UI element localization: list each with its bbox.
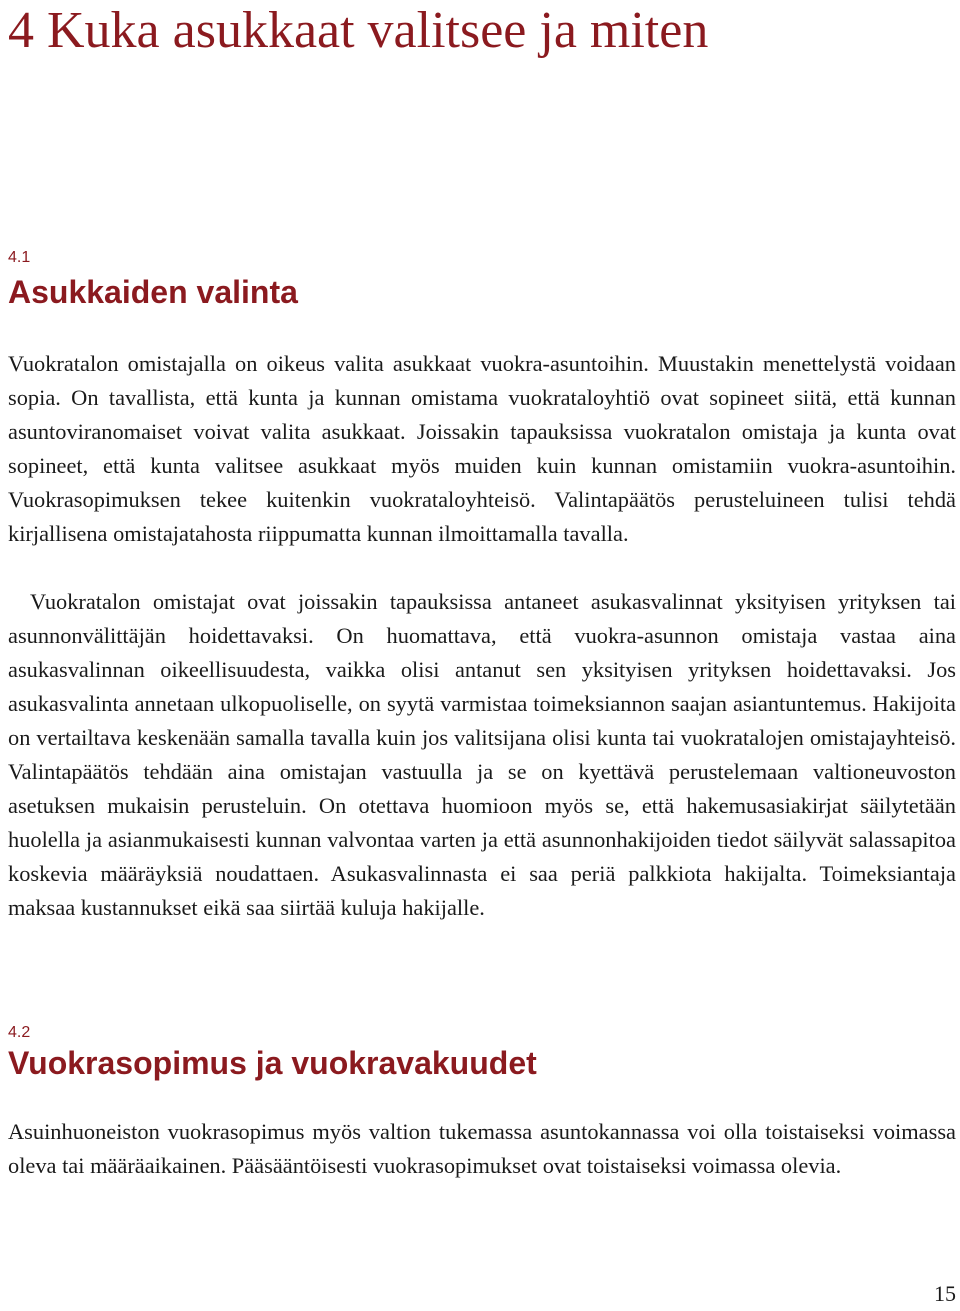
paragraph-asukkaiden-valinta-2: Vuokratalon omistajat ovat joissakin tapauksissa antaneet asukasvalinnat yksityisen yrityksen tai asunnonvälittäjän hoidettavaksi. On huomattava, että vuokra-asunnon omistaja vastaa aina asukasvalinnan oikeellisuudesta, vaikka olisi antanut sen yksityisen yrityksen hoidettavaksi. Jos asukasvalinta annetaan ulkopuoliselle, on syytä varmistaa toimeksiannon saajan asiantuntemus. Hakijoita on vertailtava keskenään samalla tavalla kuin jos valitsijana olisi kunta tai vuokratalojen omistajayhteisö. Valintapäätös tehdään aina omistajan vastuulla ja se on kyettävä perustelemaan valtioneuvoston asetuksen mukaisin perusteluin. On otettava huomioon myös se, että hakemusasiakirjat säilytetään huolella ja asianmukaisesti kunnan valvontaa varten ja että asunnonhakijoiden tiedot säilyvät salassapitoa koskevia määräyksiä noudattaen. Asukasvalinnasta ei saa periä palkkiota hakijalta. Toimeksiantaja maksaa kustannukset eikä saa siirtää kuluja hakijalle.: [8, 589, 956, 920]
chapter-title: 4 Kuka asukkaat valitsee ja miten: [8, 2, 709, 59]
page-number: 15: [934, 1281, 956, 1306]
section-title-asukkaiden-valinta: Asukkaiden valinta: [8, 274, 298, 310]
section-number-4-1: 4.1: [8, 249, 31, 266]
paragraph-asukkaiden-valinta-1: Vuokratalon omistajalla on oikeus valita asukkaat vuokra-asuntoihin. Muustakin menettelystä voidaan sopia. On tavallista, että kunta ja kunnan omistama vuokrataloyhtiö ovat sopineet siitä, että kunnan asuntoviranomaiset voivat valita asukkaat. Joissakin tapauksissa vuokratalon omistaja ja kunta ovat sopineet, että kunta valitsee asukkaat myös muiden kuin kunnan omistamiin vuokra-asuntoihin. Vuokrasopimuksen tekee kuitenkin vuokrataloyhteisö. Valintapäätös perusteluineen tulisi tehdä kirjallisena omistajatahosta riippumatta kunnan ilmoittamalla tavalla.: [8, 351, 956, 546]
section-title-vuokrasopimus: Vuokrasopimus ja vuokravakuudet: [8, 1045, 537, 1081]
section-number-4-2: 4.2: [8, 1024, 31, 1041]
paragraph-vuokrasopimus-1: Asuinhuoneiston vuokrasopimus myös valtion tukemassa asuntokannassa voi olla toistaiseksi voimassa oleva tai määräaikainen. Pääsääntöisesti vuokrasopimukset ovat toistaiseksi voimassa olevia.: [8, 1119, 956, 1178]
